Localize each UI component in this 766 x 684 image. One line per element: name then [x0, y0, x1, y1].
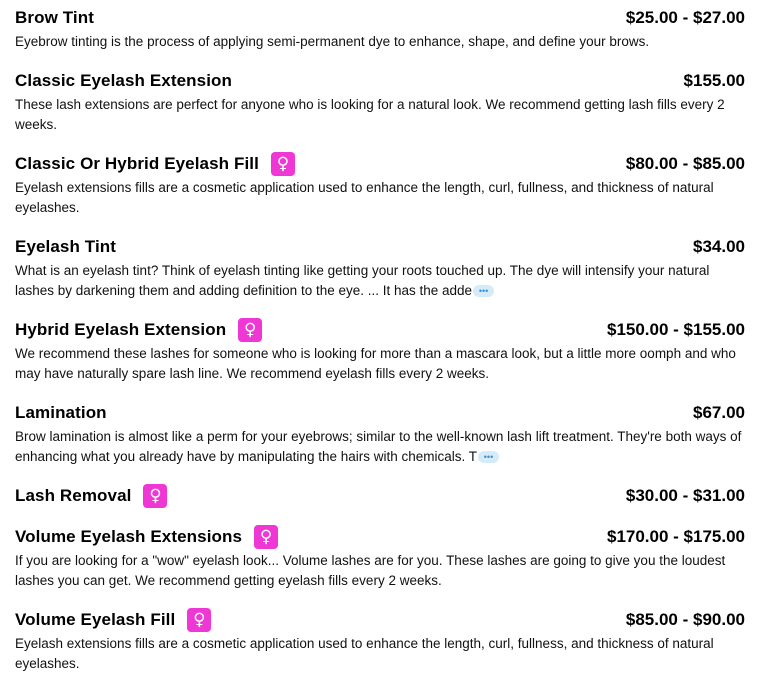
- service-item[interactable]: [15, 69, 745, 135]
- service-header: [15, 152, 745, 176]
- service-description: [15, 95, 745, 135]
- service-name[interactable]: Classic Eyelash Extension: [15, 71, 232, 90]
- service-price: $150.00 - $155.00: [606, 320, 745, 339]
- service-description-text: Eyelash extensions fills are a cosmetic application used to enhance the length, curl, fullness, and thickness of natural eyelashes.: [15, 636, 714, 671]
- service-description: [15, 261, 745, 301]
- service-description: [15, 634, 745, 674]
- service-item[interactable]: [15, 608, 745, 674]
- service-item[interactable]: [15, 401, 745, 467]
- service-item[interactable]: [15, 318, 745, 384]
- service-description-text: What is an eyelash tint? Think of eyelash tinting like getting your roots touched up. The dye will intensify your natural lashes by darkening them and adding definition to the eye. ... It has the adde: [15, 263, 710, 298]
- service-description-text: Eyebrow tinting is the process of applying semi-permanent dye to enhance, shape, and define your brows.: [15, 34, 650, 49]
- service-name[interactable]: Lash Removal: [15, 486, 132, 505]
- service-description: [15, 32, 745, 52]
- service-description-text: If you are looking for a "wow" eyelash look... Volume lashes are for you. These lashes are going to give you the loudest lashes you can get. We recommend getting eyelash fills every 2 weeks.: [15, 553, 726, 588]
- service-header: [15, 608, 745, 632]
- service-description-text: These lash extensions are perfect for anyone who is looking for a natural look. We recommend getting lash fills every 2 weeks.: [15, 97, 725, 132]
- female-sign-icon: ♀: [187, 608, 211, 632]
- service-item[interactable]: [15, 525, 745, 591]
- service-header: [15, 401, 745, 425]
- female-sign-icon: ♀: [143, 484, 167, 508]
- female-sign-icon: ♀: [271, 152, 295, 176]
- service-header: [15, 235, 745, 259]
- service-description: [15, 344, 745, 384]
- service-name[interactable]: Volume Eyelash Extensions: [15, 527, 243, 546]
- service-title-wrap: [15, 525, 278, 549]
- service-description-text: Brow lamination is almost like a perm for your eyebrows; similar to the well-known lash lift treatment. They're both ways of enhancing what you already have by manipulating the hairs with chemicals. T: [15, 429, 742, 464]
- service-header: [15, 69, 745, 93]
- service-header: [15, 484, 745, 508]
- more-dots-icon[interactable]: •••: [478, 451, 499, 463]
- service-description-text: Eyelash extensions fills are a cosmetic application used to enhance the length, curl, fullness, and thickness of natural eyelashes.: [15, 180, 714, 215]
- service-name[interactable]: Classic Or Hybrid Eyelash Fill: [15, 154, 259, 173]
- service-title-wrap: [15, 237, 116, 257]
- female-sign-icon: ♀: [238, 318, 262, 342]
- service-name[interactable]: Volume Eyelash Fill: [15, 610, 176, 629]
- service-item[interactable]: [15, 484, 745, 508]
- service-price: $67.00: [693, 403, 745, 422]
- service-price: $85.00 - $90.00: [625, 610, 745, 629]
- service-name[interactable]: Brow Tint: [15, 8, 94, 27]
- more-dots-icon[interactable]: •••: [473, 285, 494, 297]
- service-title-wrap: [15, 403, 107, 423]
- service-header: [15, 318, 745, 342]
- service-header: [15, 525, 745, 549]
- service-title-wrap: [15, 8, 94, 28]
- service-description: [15, 178, 745, 218]
- service-item[interactable]: [15, 6, 745, 52]
- service-name[interactable]: Lamination: [15, 403, 107, 422]
- service-item[interactable]: [15, 235, 745, 301]
- service-title-wrap: [15, 484, 167, 508]
- service-title-wrap: [15, 608, 211, 632]
- service-price: $80.00 - $85.00: [625, 154, 745, 173]
- service-price: $170.00 - $175.00: [606, 527, 745, 546]
- service-price: $34.00: [693, 237, 745, 256]
- service-price: $155.00: [683, 71, 745, 90]
- service-name[interactable]: Hybrid Eyelash Extension: [15, 320, 227, 339]
- female-sign-icon: ♀: [254, 525, 278, 549]
- service-title-wrap: [15, 71, 232, 91]
- service-title-wrap: [15, 318, 262, 342]
- service-description-text: We recommend these lashes for someone who is looking for more than a mascara look, but a little more oomph and who may have naturally spare lash line. We recommend eyelash fills every 2 weeks.: [15, 346, 736, 381]
- service-header: [15, 6, 745, 30]
- service-price: $30.00 - $31.00: [625, 486, 745, 505]
- service-description: [15, 427, 745, 467]
- service-description: [15, 551, 745, 591]
- service-title-wrap: [15, 152, 295, 176]
- service-price: $25.00 - $27.00: [625, 8, 745, 27]
- service-name[interactable]: Eyelash Tint: [15, 237, 117, 256]
- service-item[interactable]: [15, 152, 745, 218]
